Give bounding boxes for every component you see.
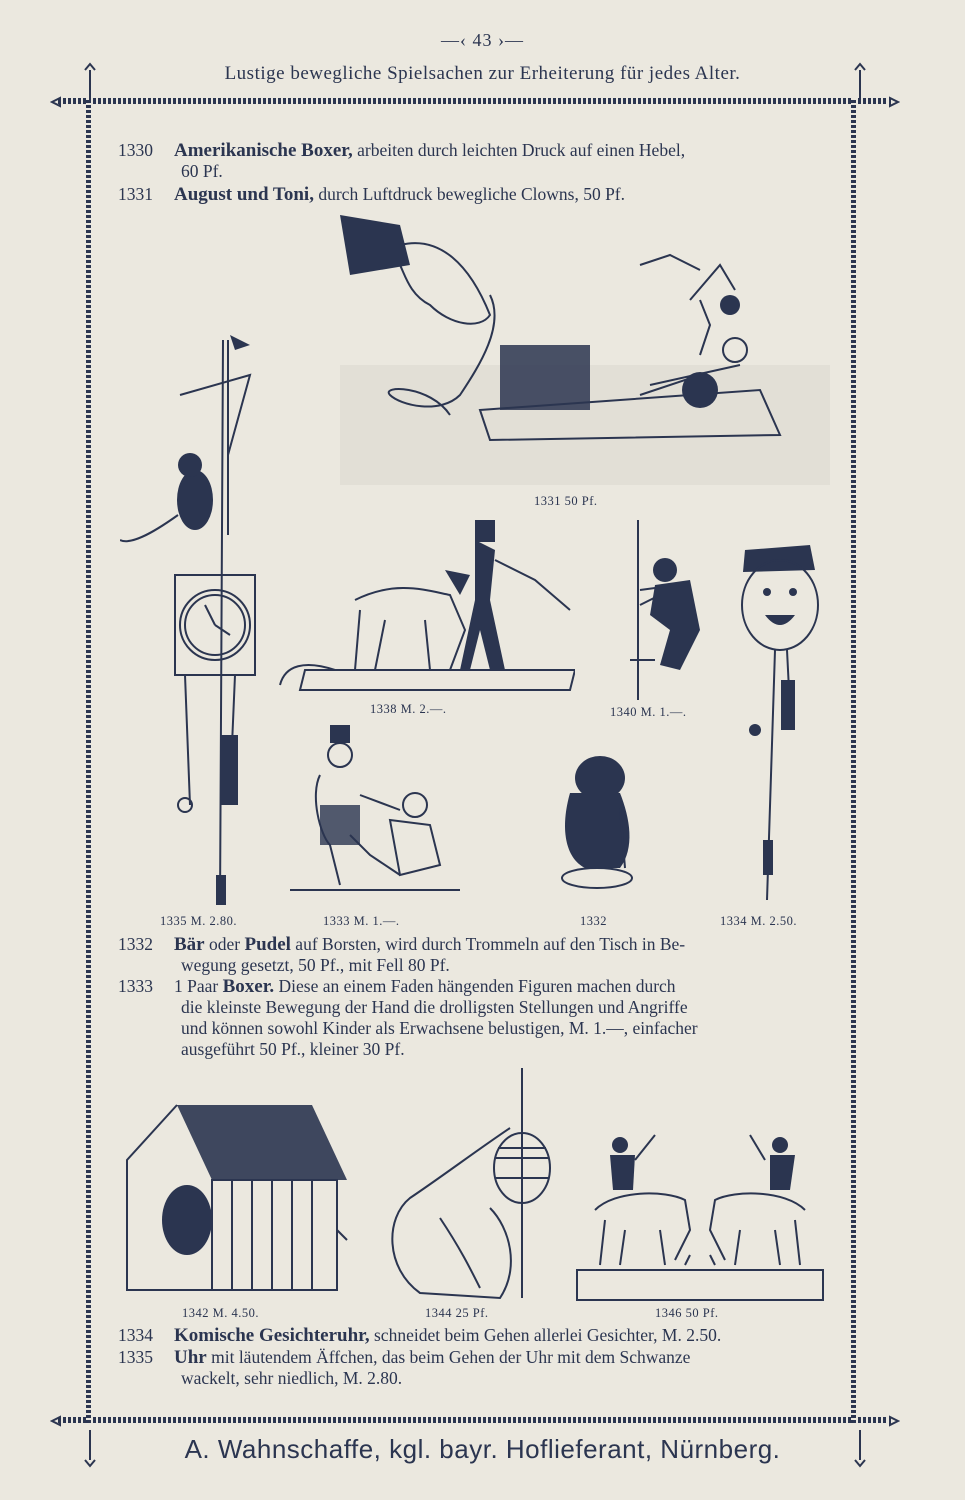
entry-text-line4: ausgeführt 50 Pf., kleiner 30 Pf. (181, 1039, 405, 1059)
entry-number: 1332 (118, 934, 153, 954)
caption-1332: 1332 (580, 914, 607, 928)
entry-text-line2: wegung gesetzt, 50 Pf., mit Fell 80 Pf. (181, 955, 450, 975)
entry-text-line2: die kleinste Bewegung der Hand die drolligsten Stellungen und Angriffe (181, 997, 688, 1017)
caption-1334: 1334 M. 2.50. (720, 914, 797, 928)
entry-name: Uhr (174, 1347, 207, 1368)
publisher-footer: A. Wahnschaffe, kgl. bayr. Hoflieferant, Nürnberg. (184, 1434, 781, 1464)
entry-1334 (118, 1325, 838, 1346)
entry-text: oder (208, 934, 241, 954)
page-number (0, 30, 965, 51)
illustration-1335-monkey-clock (120, 335, 270, 905)
page-subtitle: Lustige bewegliche Spielsachen zur Erheiterung für jedes Alter. (224, 63, 741, 84)
page-number-text: 43 (472, 30, 493, 50)
entry-text-line2: 60 Pf. (181, 161, 223, 181)
entry-name: August und Toni, (174, 184, 314, 205)
illustration-1333-boxers (280, 725, 470, 895)
entry-1332 (118, 934, 838, 976)
illustration-1332-bear (555, 748, 640, 893)
entry-number: 1335 (118, 1347, 153, 1367)
caption-1331: 1331 50 Pf. (534, 494, 598, 508)
illustration-1342-hen-house (122, 1100, 352, 1300)
caption-1335: 1335 M. 2.80. (160, 914, 237, 928)
entry-number: 1334 (118, 1325, 153, 1345)
page-number-ornament-left: —‹ (441, 30, 473, 50)
entry-text: durch Luftdruck bewegliche Clowns, 50 Pf. (318, 184, 626, 204)
entry-name: Amerikanische Boxer, (174, 140, 353, 161)
entry-name: Boxer. (222, 976, 275, 997)
entry-name: Komische Gesichteruhr, (174, 1325, 370, 1346)
illustration-1331-clowns (340, 205, 830, 485)
caption-1338: 1338 M. 2.—. (370, 702, 447, 716)
entry-number: 1331 (118, 184, 153, 204)
entry-text-line3: und können sowohl Kinder als Erwachsene belustigen, M. 1.—, einfacher (181, 1018, 698, 1038)
entry-text-line2: wackelt, sehr niedlich, M. 2.80. (181, 1368, 403, 1388)
caption-1342: 1342 M. 4.50. (182, 1306, 259, 1320)
illustration-1346-goat-riders (575, 1130, 825, 1305)
entry-text-2: auf Borsten, wird durch Trommeln auf den Tisch in Be- (295, 934, 686, 954)
entry-number: 1333 (118, 976, 153, 996)
entry-text: Diese an einem Faden hängenden Figuren machen durch (278, 976, 676, 996)
entry-name-2: Pudel (244, 934, 291, 955)
entry-text: mit läutendem Äffchen, das beim Gehen der Uhr mit dem Schwanze (211, 1347, 691, 1367)
caption-1344: 1344 25 Pf. (425, 1306, 489, 1320)
caption-1333: 1333 M. 1.—. (323, 914, 400, 928)
caption-1340: 1340 M. 1.—. (610, 705, 687, 719)
entry-number: 1330 (118, 140, 153, 160)
entry-name: Bär (174, 934, 205, 955)
caption-1346: 1346 50 Pf. (655, 1306, 719, 1320)
entry-1330 (118, 140, 838, 182)
entry-1333 (118, 976, 838, 1060)
entry-1331 (118, 184, 838, 205)
entry-1335 (118, 1347, 838, 1389)
page-number-ornament-right: ›— (492, 30, 524, 50)
entry-text: arbeiten durch leichten Druck auf einen Hebel, (357, 140, 686, 160)
entry-prefix: 1 Paar (174, 976, 219, 996)
illustration-1340-climbing-boy (610, 520, 710, 700)
illustration-1334-face-clock (735, 530, 825, 900)
entry-text: schneidet beim Gehen allerlei Gesichter, M. 2.50. (374, 1325, 722, 1345)
illustration-1338-goat-and-man (275, 520, 575, 695)
illustration-1344-top-in-hand (380, 1068, 560, 1303)
